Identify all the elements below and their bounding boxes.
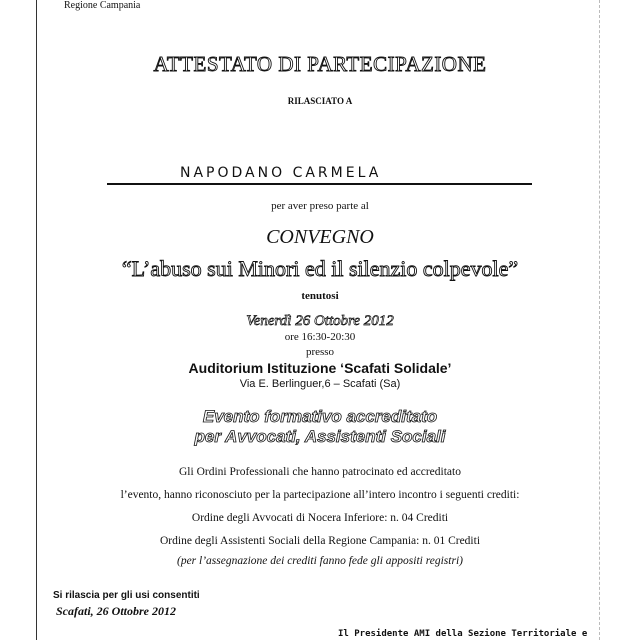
address: Via E. Berlinguer,6 – Scafati (Sa) [239, 378, 401, 390]
name-underline [107, 183, 532, 185]
accredited-line-1: Evento formativo accreditato [202, 407, 438, 426]
issued-for-text: Si rilascia per gli usi consentiti [53, 590, 200, 601]
credits-lawyers: Ordine degli Avvocati di Nocera Inferiore: n. 04 Crediti [191, 512, 449, 524]
at-label: presso [305, 346, 335, 358]
event-title: “L’abuso sui Minori ed il silenzio colpevole” [121, 256, 519, 281]
header-region: Regione Campania [64, 0, 141, 11]
recipient-name: NAPODANO CARMELA [180, 165, 382, 181]
body-text-2: l’evento, hanno riconosciuto per la partecipazione all’intero incontro i seguenti crediti: [120, 489, 520, 501]
event-type: CONVEGNO [266, 226, 374, 248]
credits-social-workers: Ordine degli Assistenti Sociali della Regione Campania: n. 01 Crediti [159, 535, 481, 547]
issued-to-label: RILASCIATO A [287, 96, 353, 106]
event-date: Venerdì 26 Ottobre 2012 [246, 313, 394, 329]
venue: Auditorium Istituzione ‘Scafati Solidale’ [188, 360, 452, 376]
certificate-title: ATTESTATO DI PARTECIPAZIONE [153, 52, 487, 76]
place-date: Scafati, 26 Ottobre 2012 [56, 604, 176, 618]
signatory: Il Presidente AMI della Sezione Territoriale e [338, 629, 588, 639]
body-text-1: Gli Ordini Professionali che hanno patrocinato ed accreditato [179, 466, 461, 478]
credits-note: (per l’assegnazione dei crediti fanno fede gli appositi registri) [177, 555, 463, 567]
accredited-line-2: per Avvocati, Assistenti Sociali [194, 427, 446, 446]
took-part-text: per aver preso parte al [271, 200, 369, 212]
event-time: ore 16:30-20:30 [284, 331, 356, 343]
held-label: tenutosi [301, 290, 339, 302]
